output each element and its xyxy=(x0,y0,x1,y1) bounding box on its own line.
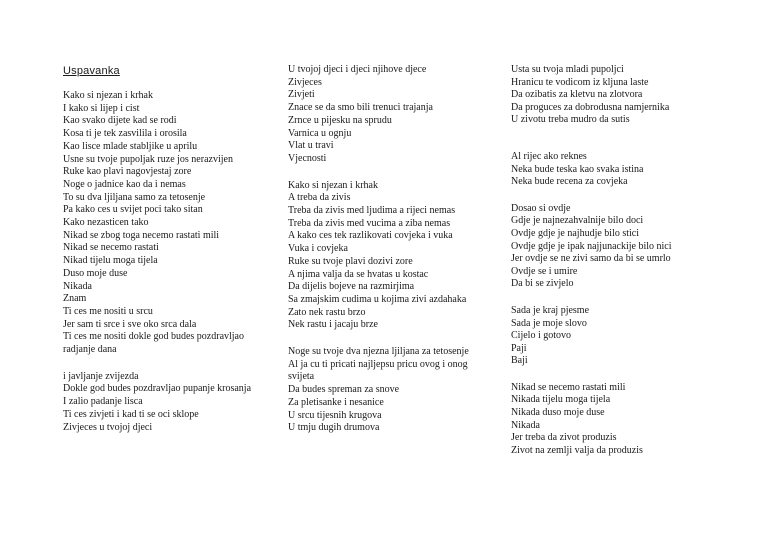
poem-line: Al rijec ako reknes xyxy=(511,150,587,162)
poem-line: Kako si njezan i krhak xyxy=(288,179,378,191)
poem-line: Nikad tijelu moga tijela xyxy=(63,255,158,267)
poem-line: Ruke su tvoje plavi dozivi zore xyxy=(288,255,413,267)
poem-line: Paji xyxy=(511,342,527,354)
poem-line: Vuka i covjeka xyxy=(288,243,348,255)
poem-line: Sada je moje slovo xyxy=(511,317,587,329)
poem-line: Vlat u travi xyxy=(288,140,334,152)
poem-line: To su dva ljiljana samo za tetosenje xyxy=(63,191,206,203)
stanza xyxy=(511,305,721,368)
poem-line: Ovdje se i umire xyxy=(511,265,578,277)
poem-line: Jer treba da zivot produzis xyxy=(511,432,617,444)
poem-line: Nikada tijelu moga tijela xyxy=(511,394,611,406)
poem-line: Zivjeti xyxy=(288,89,315,101)
poem-line: Noge su tvoje dva njezna ljiljana za tetosenje xyxy=(288,346,469,358)
poem-line: Znam xyxy=(63,293,87,305)
poem-line: Dosao si ovdje xyxy=(511,202,571,214)
poem-line: Nikad se zbog toga necemo rastati mili xyxy=(63,229,220,241)
poem-line: Hranicu te vodicom iz kljuna laste xyxy=(511,76,649,88)
poem-line: Nikada duso moje duse xyxy=(511,407,605,419)
poem-line: Gdje je najnezahvalnije bilo doci xyxy=(511,215,644,227)
poem-line: Kao lisce mlade stabljike u aprilu xyxy=(63,140,198,152)
poem-line: Da ozibatis za kletvu na zlotvora xyxy=(511,89,643,101)
poem-line: A kako ces tek razlikovati covjeka i vuka xyxy=(288,230,453,242)
poem-line: Da proguces za dobrodusna namjernika xyxy=(511,101,670,113)
poem-line: Ti ces me nositi u srcu xyxy=(63,305,153,317)
poem-column-2 xyxy=(288,64,478,449)
stanza xyxy=(63,371,273,435)
poem-line: Kako si njezan i krhak xyxy=(63,90,153,101)
poem-line: Duso moje duse xyxy=(63,267,128,279)
poem-title: Uspavanka xyxy=(63,65,120,77)
poem-line: Da dijelis bojeve na razmirjima xyxy=(288,281,415,293)
poem-line: U tvojoj djeci i djeci njihove djece xyxy=(288,64,427,75)
poem-line: Kosa ti je tek zasvilila i orosila xyxy=(63,128,187,140)
poem-line: Ovdje gdje je ipak najjunackije bilo nici xyxy=(511,240,672,252)
poem-line: Nek rastu i jacaju brze xyxy=(288,319,378,331)
poem-line: Jer ovdje se ne zivi samo da bi se umrlo xyxy=(511,253,671,265)
poem-line: Zivjeces xyxy=(288,76,322,88)
poem-line: Kao svako dijete kad se rodi xyxy=(63,115,177,127)
poem-line: Treba da zivis med ljudima a rijeci nemas xyxy=(288,205,456,217)
poem-line: Dokle god budes pozdravljao pupanje krosanja xyxy=(63,383,252,395)
poem-line: A treba da zivis xyxy=(288,192,351,204)
poem-line: U tmju dugih drumova xyxy=(288,422,380,434)
poem-line: Zato nek rastu brzo xyxy=(288,306,366,318)
poem-line: Kako nezasticen tako xyxy=(63,217,149,229)
poem-line: Vjecnosti xyxy=(288,152,327,164)
poem-line: Sa zmajskim cudima u kojima zivi azdahaka xyxy=(288,293,467,305)
poem-line: Zrnce u pijesku na sprudu xyxy=(288,114,392,126)
poem-line: I zalio padanje lisca xyxy=(63,396,143,408)
poem-line: Ruke kao plavi nagovjestaj zore xyxy=(63,166,192,178)
stanza xyxy=(63,90,273,357)
poem-line: U zivotu treba mudro da sutis xyxy=(511,114,630,126)
poem-line: Nikad se necemo rastati xyxy=(63,242,159,254)
poem-line: Zivot na zemlji valja da produzis xyxy=(511,444,643,456)
poem-line: I kako si lijep i cist xyxy=(63,102,140,114)
poem-line: Varnica u ognju xyxy=(288,127,352,139)
poem-line: Da budes spreman za snove xyxy=(288,384,400,396)
poem-line: Nikada xyxy=(63,280,92,292)
poem-line: Ovdje gdje je najhudje bilo stici xyxy=(511,227,640,239)
poem-line: Pa kako ces u svijet poci tako sitan xyxy=(63,204,203,216)
stanza xyxy=(288,64,478,166)
poem-line: Al ja cu ti pricati najljepsu pricu ovog i onog svijeta xyxy=(288,358,468,383)
poem-line: Sada je kraj pjesme xyxy=(511,304,590,316)
poem-line: Nikad se necemo rastati mili xyxy=(511,381,626,393)
stanza xyxy=(288,180,478,332)
poem-column-3 xyxy=(511,64,721,471)
poem-line: Nikada xyxy=(511,419,540,431)
poem-line: Noge o jadnice kao da i nemas xyxy=(63,178,186,190)
poem-line: i javljanje zvijezda xyxy=(63,370,139,382)
poem-column-1 xyxy=(63,64,273,448)
poem-line: Jer sam ti srce i sve oko srca dala xyxy=(63,318,197,330)
poem-line: Zivjeces u tvojoj djeci xyxy=(63,421,153,433)
poem-line: U srcu tijesnih krugova xyxy=(288,409,382,421)
poem-line: Usne su tvoje pupoljak ruze jos nerazvijen xyxy=(63,153,233,165)
poem-line: Za pletisanke i nesanice xyxy=(288,396,384,408)
poem-line: Znace se da smo bili trenuci trajanja xyxy=(288,102,433,114)
poem-line: Neka bude teska kao svaka istina xyxy=(511,163,644,175)
poem-line: Da bi se zivjelo xyxy=(511,278,574,290)
poem-line: Ti ces me nositi dokle god budes pozdravljao radjanje dana xyxy=(63,331,244,356)
poem-line: Treba da zivis med vucima a ziba nemas xyxy=(288,217,451,229)
poem-line: Cijelo i gotovo xyxy=(511,330,571,342)
poem-line: Neka bude recena za covjeka xyxy=(511,176,628,188)
stanza xyxy=(511,64,721,127)
poem-line: Usta su tvoja mladi pupoljci xyxy=(511,64,624,75)
stanza xyxy=(288,346,478,435)
stanza xyxy=(511,203,721,291)
poem-line: Baji xyxy=(511,355,528,367)
poem-line: Ti ces zivjeti i kad ti se oci sklope xyxy=(63,408,199,420)
stanza xyxy=(511,382,721,458)
poem-line: A njima valja da se hvatas u kostac xyxy=(288,268,429,280)
stanza xyxy=(511,151,721,189)
